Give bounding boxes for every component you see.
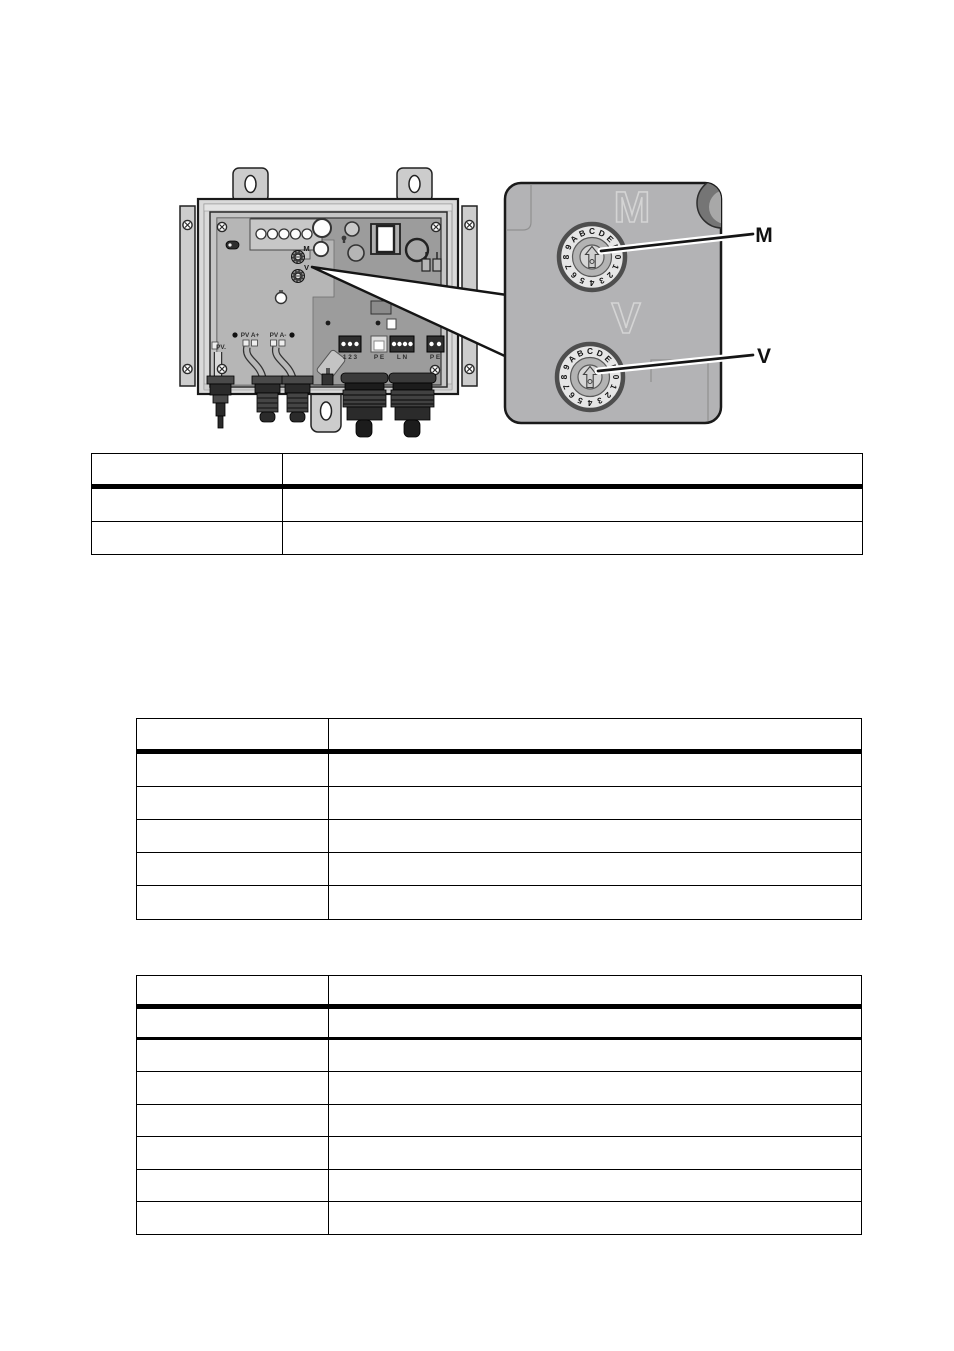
table-cell [137, 1170, 329, 1201]
dial-character: 5 [578, 275, 587, 287]
dial-character: A [566, 353, 578, 365]
table-row [137, 787, 861, 820]
mounting-tab-top-right [397, 168, 432, 202]
screw-icon [465, 220, 474, 229]
dial-character: 0 [610, 374, 621, 380]
terminal-pe-right-label: P E [429, 354, 441, 361]
dial-character: 2 [605, 270, 616, 281]
table-row [137, 1105, 861, 1137]
device-diagram [0, 0, 954, 446]
table-cell [329, 1040, 862, 1071]
dial-character: D [595, 347, 605, 359]
pv-a-minus-label: PV A- [269, 332, 287, 339]
pv-a-plus-label: PV A+ [240, 332, 260, 339]
table-row [137, 976, 861, 1009]
dial-character: F [610, 242, 622, 252]
pv-label: PV. [216, 344, 226, 351]
table-cell [329, 1072, 862, 1103]
table-header-cell [329, 976, 862, 1004]
terminal-block-pe-left [371, 336, 387, 352]
table-row [137, 853, 861, 886]
dial-character: D [597, 227, 607, 239]
gland-ac-2 [389, 373, 436, 437]
dial-character: 7 [560, 382, 572, 391]
screw-icon [217, 222, 226, 231]
screw-icon [183, 364, 192, 373]
table-row [137, 1137, 861, 1169]
table-cell [137, 820, 329, 852]
table-row [137, 1009, 861, 1040]
dial-character: C [587, 346, 593, 357]
table-cell [329, 1137, 862, 1168]
terminal-strip [250, 219, 322, 250]
dial-character: C [589, 226, 595, 237]
screw-icon [431, 222, 440, 231]
dial-character: 9 [562, 243, 574, 252]
embossed-v: V [611, 294, 641, 343]
rotary-dial-m [559, 224, 625, 290]
table-cell [329, 1202, 862, 1234]
antenna-gland [207, 376, 234, 428]
table-header-cell [137, 719, 329, 749]
table-row [137, 886, 861, 919]
dial-character: 3 [597, 275, 606, 287]
table-cell [137, 1040, 329, 1071]
pcb-hole [313, 219, 331, 237]
dial-character: 9 [560, 363, 572, 372]
gland-ac-1 [341, 373, 388, 437]
table-row [92, 454, 862, 489]
dial-character: 5 [576, 395, 585, 407]
table-cell [137, 787, 329, 819]
dial-character: 7 [562, 262, 574, 271]
callout-label-v: V [756, 345, 772, 368]
screw-icon [183, 220, 192, 229]
dial-character: B [575, 347, 585, 359]
table-row [92, 489, 862, 522]
table-cell [329, 1105, 862, 1136]
table-cell [329, 787, 862, 819]
table-cell [137, 853, 329, 885]
table-3 [136, 975, 862, 1235]
table-header-cell [283, 454, 863, 484]
dial-character: 1 [610, 262, 622, 271]
table-cell [137, 754, 329, 786]
terminal-block-pe-right [427, 336, 444, 352]
table-cell [329, 853, 862, 885]
table-cell [283, 522, 863, 555]
terminal-block-123 [339, 336, 361, 352]
table-cell [137, 1009, 329, 1037]
table-cell [329, 1009, 862, 1037]
dial-character: A [568, 233, 580, 245]
dial-character: E [602, 353, 614, 365]
table-header-cell [137, 976, 329, 1004]
table-cell [329, 754, 862, 786]
table-row [137, 1072, 861, 1104]
table-cell [137, 1105, 329, 1136]
table-header-cell [329, 719, 862, 749]
dial-character: E [604, 233, 616, 245]
dial-character: F [608, 362, 620, 372]
table-row [137, 1170, 861, 1202]
rotary-dial-v [557, 344, 623, 410]
callout-label-m: M [755, 224, 773, 247]
gland-pv-plus [252, 376, 283, 422]
dial-character: 6 [566, 390, 577, 401]
table-cell [137, 886, 329, 919]
table-cell [329, 1170, 862, 1201]
dial-character: 4 [589, 277, 595, 288]
table-cell [92, 489, 283, 521]
dial-character: 2 [603, 390, 614, 401]
table-header-cell [92, 454, 283, 484]
table-row [137, 1040, 861, 1072]
table-cell [283, 489, 863, 521]
table-row [137, 754, 861, 787]
table-row [137, 1202, 861, 1234]
table-cell [329, 820, 862, 852]
gland-pv-minus [282, 376, 313, 422]
dial-character: 0 [612, 254, 623, 260]
dial-character: 4 [587, 397, 593, 408]
mounting-tab-top-left [233, 168, 268, 202]
embossed-m: M [613, 183, 651, 232]
dial-character: 3 [595, 395, 604, 407]
dial-character: 8 [559, 374, 570, 380]
table-row [137, 820, 861, 853]
terminal-ln-label: L N [396, 354, 408, 361]
table-cell [137, 1072, 329, 1103]
pcb-rotary-m-label: M [303, 244, 310, 253]
table-cell [92, 522, 283, 555]
table-cell [137, 1202, 329, 1234]
terminal-123-label: 1 2 3 [342, 354, 358, 361]
pcb-rotary-v-label: V [303, 263, 310, 272]
table-2 [136, 718, 862, 920]
table-1 [91, 453, 863, 555]
detail-panel [505, 178, 747, 423]
dial-character: 6 [568, 270, 579, 281]
table-cell [329, 886, 862, 919]
terminal-pe-left-label: P E [373, 354, 385, 361]
table-cell [137, 1137, 329, 1168]
table-row [92, 522, 862, 555]
pcb-rotary-v [292, 270, 305, 283]
dial-character: 8 [561, 254, 572, 260]
screw-icon [217, 364, 226, 373]
relay [371, 224, 400, 254]
table-row [137, 719, 861, 754]
screw-icon [465, 364, 474, 373]
dial-character: 1 [608, 382, 620, 391]
terminal-block-ln [390, 336, 414, 352]
dial-character: B [577, 227, 587, 239]
